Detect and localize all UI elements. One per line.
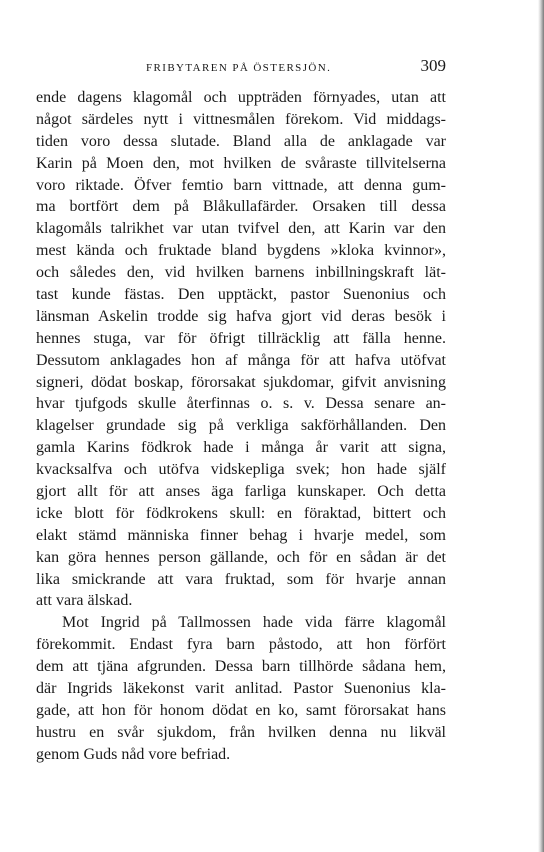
text-line: där Ingrids läkekonst varit anlitad. Pastor Suenonius kla- <box>36 680 446 698</box>
text-line: mest kända och fruktade bland bygdens »kloka kvinnor», <box>36 242 446 260</box>
text-line: icke blott för födkrokens skull: en föraktad, bittert och <box>36 504 446 522</box>
text-line: gjort allt för att anses äga farliga kunskaper. Och detta <box>36 483 446 501</box>
text-line: länsman Askelin trodde sig hafva gjort vid deras besök i <box>36 307 446 325</box>
text-line: tast kunde fästas. Den upptäckt, pastor Suenonius och <box>36 286 446 304</box>
running-title: FRIBYTAREN PÅ ÖSTERSJÖN. <box>146 62 332 74</box>
text-line: ma bortfört dem på Blåkullafärder. Orsaken till dessa <box>36 198 446 216</box>
text-line: dem att tjäna afgrunden. Dessa barn tillhörde sådana hem, <box>36 658 446 676</box>
text-line: kvacksalfva och utöfva vidskepliga svek; hon hade själf <box>36 461 446 479</box>
text-line: förekommit. Endast fyra barn påstodo, att hon förfört <box>36 636 446 654</box>
body-text <box>36 87 446 766</box>
text-line: ende dagens klagomål och uppträden förnyades, utan att <box>36 89 446 106</box>
page-header <box>36 56 446 80</box>
text-line: kan göra hennes person gällande, och för en sådan är det <box>36 548 446 566</box>
text-line: klagomåls talrikhet var utan tvifvel den, att Karin var den <box>36 220 446 238</box>
paragraph <box>36 87 446 612</box>
page-edge-shadow <box>538 0 544 852</box>
paragraph <box>36 612 446 765</box>
text-line: gade, att hon för honom dödat en ko, samt förorsakat hans <box>36 701 446 719</box>
text-line: Dessutom anklagades hon af många för att hafva utöfvat <box>36 351 446 369</box>
text-line: och således den, vid hvilken barnens inbillningskraft lät- <box>36 264 446 282</box>
text-line: elakt stämd människa finner behag i hvarje medel, som <box>36 526 446 544</box>
text-line: Mot Ingrid på Tallmossen hade vida färre klagomål <box>62 614 446 632</box>
text-line: att vara älskad. <box>36 592 133 610</box>
text-line: genom Guds nåd vore befriad. <box>36 745 231 763</box>
text-line: hustru en svår sjukdom, från hvilken denna nu likväl <box>36 723 446 741</box>
text-line: hennes stuga, var för öfrigt tillräcklig att fälla henne. <box>36 329 446 347</box>
text-line: voro riktade. Öfver femtio barn vittnade, att denna gum- <box>36 176 446 194</box>
page-number: 309 <box>420 56 446 75</box>
text-line: gamla Karins födkrok hade i många år varit att signa, <box>36 439 446 457</box>
text-line: klagelser grundade sig på verkliga sakförhållanden. Den <box>36 417 446 435</box>
text-line: hvar tjufgods skulle återfinnas o. s. v. Dessa senare an- <box>36 395 446 413</box>
text-line: lika smickrande att vara fruktad, som för hvarje annan <box>36 570 446 588</box>
text-line: signeri, dödat boskap, förorsakat sjukdomar, gifvit anvisning <box>36 373 446 391</box>
text-line: tiden voro dessa slutade. Bland alla de anklagade var <box>36 132 446 150</box>
text-line: Karin på Moen den, mot hvilken de svåraste tillvitelserna <box>36 154 446 172</box>
text-line: något särdeles nytt i vittnesmålen förekom. Vid middags- <box>36 110 446 128</box>
